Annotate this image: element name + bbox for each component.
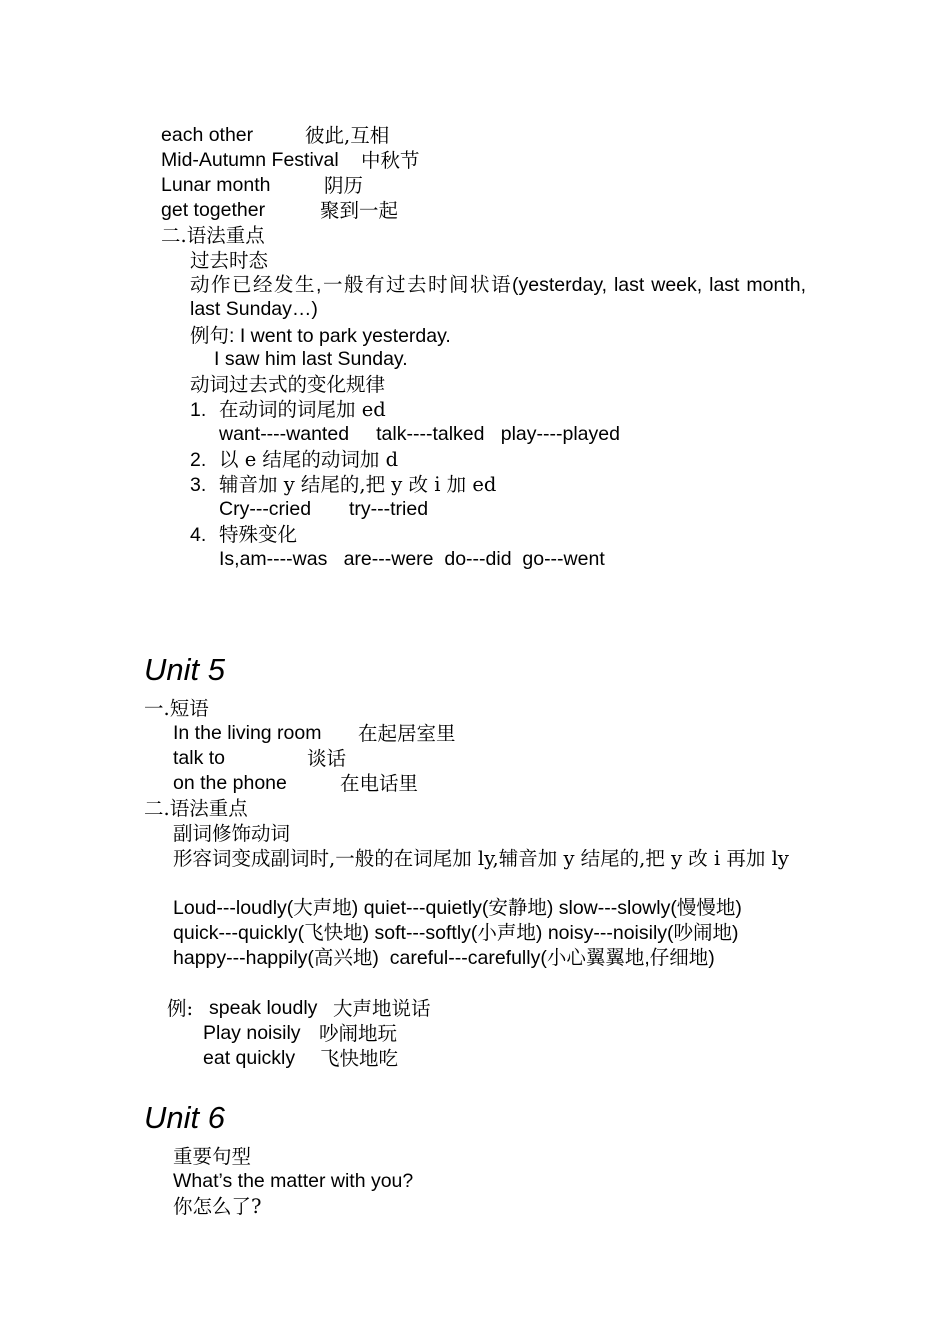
rule-example: Is,am----was are---were do---did go---went: [219, 548, 605, 570]
example-cn: 大声地说话: [333, 997, 431, 1020]
grammar-description: 动作已经发生,一般有过去时间状语(yesterday, last week, last month, last Sunday…): [190, 274, 806, 320]
vocab-row: [161, 123, 390, 148]
phrase-row: [173, 771, 419, 796]
vocab-row: [161, 198, 399, 223]
section-title: 一.短语: [144, 697, 209, 720]
vocab-cn: 中秋节: [361, 149, 420, 172]
rule-number: 3.: [190, 474, 207, 496]
vocab-cn: 彼此,互相: [305, 124, 390, 147]
example-row: [203, 1021, 398, 1046]
adverb-line: Loud---loudly(大声地) quiet---quietly(安静地) slow---slowly(慢慢地): [173, 897, 742, 919]
example-row: [203, 1046, 399, 1071]
vocab-row: [161, 173, 364, 198]
example-cn: 吵闹地玩: [319, 1022, 398, 1045]
rule-text: 特殊变化: [219, 523, 298, 546]
rule-item: [190, 447, 398, 473]
rule-item: [190, 522, 297, 548]
phrase-en: talk to: [173, 747, 226, 769]
unit-heading: Unit 6: [144, 1100, 225, 1135]
rules-title: 动词过去式的变化规律: [190, 373, 386, 396]
vocab-cn: 阴历: [324, 174, 364, 197]
example-cn: 飞快地吃: [320, 1047, 399, 1070]
section-title: 二.语法重点: [161, 224, 265, 247]
example-en: Play noisily: [203, 1022, 301, 1044]
example-line: I saw him last Sunday.: [214, 348, 408, 370]
vocab-en: each other: [161, 124, 254, 146]
grammar-rule: 形容词变成副词时,一般的在词尾加 ly,辅音加 y 结尾的,把 y 改 i 再加 ly: [173, 847, 789, 870]
phrase-en: on the phone: [173, 772, 287, 794]
sentence-en: What’s the matter with you?: [173, 1170, 414, 1192]
example-en: speak loudly: [209, 997, 318, 1019]
pattern-title: 重要句型: [173, 1145, 252, 1168]
rule-example: want----wanted talk----talked play----played: [219, 423, 620, 445]
phrase-row: [173, 721, 456, 746]
example-en: eat quickly: [203, 1047, 296, 1069]
phrase-en: In the living room: [173, 722, 322, 744]
rule-number: 4.: [190, 524, 207, 546]
example-label: 例句: [190, 324, 230, 347]
adverb-line: quick---quickly(飞快地) soft---softly(小声地) noisy---noisily(吵闹地): [173, 922, 739, 944]
phrase-cn: 谈话: [307, 747, 347, 770]
rule-number: 1.: [190, 399, 207, 421]
vocab-en: Lunar month: [161, 174, 271, 196]
vocab-en: get together: [161, 199, 266, 221]
rule-example: Cry---cried try---tried: [219, 498, 429, 520]
example-line: [190, 323, 451, 349]
vocab-cn: 聚到一起: [320, 199, 399, 222]
phrase-cn: 在起居室里: [358, 722, 456, 745]
vocab-row: [161, 148, 420, 173]
example-row: [209, 996, 431, 1021]
rule-text: 以 e 结尾的动词加 d: [219, 448, 399, 471]
sentence-cn: 你怎么了?: [173, 1195, 262, 1218]
phrase-row: [173, 746, 347, 771]
vocab-en: Mid-Autumn Festival: [161, 149, 339, 171]
unit-heading: Unit 5: [144, 652, 225, 687]
section-title: 二.语法重点: [144, 797, 248, 820]
example-text: : I went to park yesterday.: [229, 325, 451, 347]
phrase-cn: 在电话里: [340, 772, 419, 795]
grammar-topic: 副词修饰动词: [173, 822, 291, 845]
rule-text: 在动词的词尾加 ed: [219, 398, 386, 421]
example-label: 例:: [167, 997, 194, 1020]
rule-item: [190, 472, 496, 498]
rule-item: [190, 397, 386, 423]
adverb-line: happy---happily(高兴地) careful---carefully(小心翼翼地,仔细地): [173, 947, 715, 969]
rule-number: 2.: [190, 449, 207, 471]
rule-text: 辅音加 y 结尾的,把 y 改 i 加 ed: [219, 473, 497, 496]
grammar-topic: 过去时态: [190, 249, 269, 272]
